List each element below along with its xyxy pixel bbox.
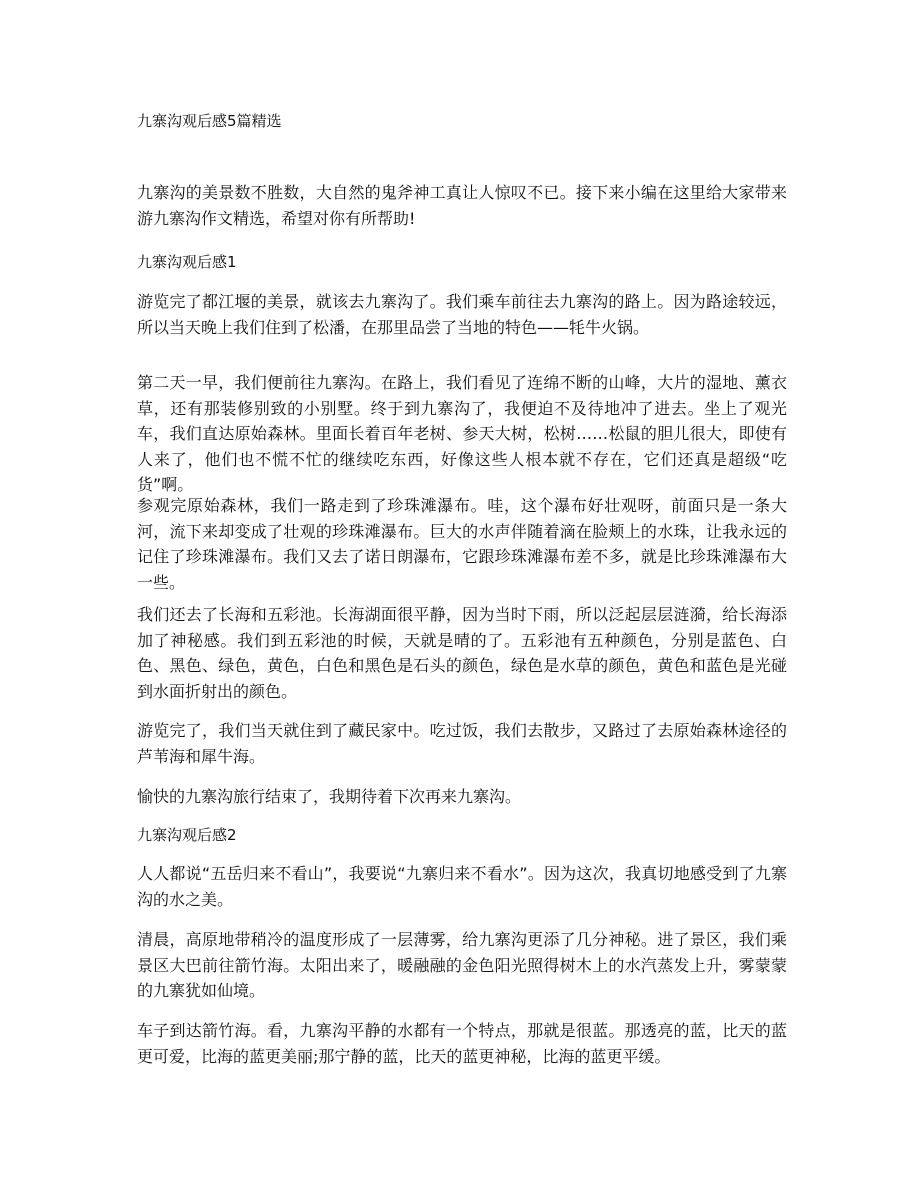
section-1-paragraph-6: 愉快的九寨沟旅行结束了，我期待着下次再来九寨沟。	[137, 787, 522, 806]
section-1-paragraph-1: 游览完了都江堰的美景，就该去九寨沟了。我们乘车前往去九寨沟的路上。因为路途较远，所以当天晚上我们住到了松潘，在那里品尝了当地的特色——牦牛火锅。	[137, 292, 787, 337]
intro-paragraph: 九寨沟的美景数不胜数，大自然的鬼斧神工真让人惊叹不已。接下来小编在这里给大家带来游九寨沟作文精选，希望对你有所帮助!	[137, 183, 787, 228]
document-title: 九寨沟观后感5篇精选	[137, 112, 282, 130]
section-2-paragraph-2: 清晨，高原地带稍冷的温度形成了一层薄雾，给九寨沟更添了几分神秘。进了景区，我们乘景区大巴前往箭竹海。太阳出来了，暖融融的金色阳光照得树木上的水汽蒸发上升，雾蒙蒙的九寨犹如仙境。	[137, 930, 787, 1000]
section-2-paragraph-1: 人人都说“五岳归来不看山”，我要说“九寨归来不看水”。因为这次，我真切地感受到了九寨沟的水之美。	[137, 864, 787, 909]
section-2-paragraph-3: 车子到达箭竹海。看，九寨沟平静的水都有一个特点，那就是很蓝。那透亮的蓝，比天的蓝更可爱，比海的蓝更美丽;那宁静的蓝，比天的蓝更神秘，比海的蓝更平缓。	[137, 1021, 787, 1066]
section-1-paragraph-3: 参观完原始森林，我们一路走到了珍珠滩瀑布。哇，这个瀑布好壮观呀，前面只是一条大河，流下来却变成了壮观的珍珠滩瀑布。巨大的水声伴随着滴在脸颊上的水珠，让我永远的记住了珍珠滩瀑布。我们又去了诺日朗瀑布，它跟珍珠滩瀑布差不多，就是比珍珠滩瀑布大一些。	[137, 496, 787, 592]
section-heading-2: 九寨沟观后感2	[137, 826, 237, 844]
section-1-paragraph-2: 第二天一早，我们便前往九寨沟。在路上，我们看见了连绵不断的山峰，大片的湿地、薰衣草，还有那装修别致的小别墅。终于到九寨沟了，我便迫不及待地冲了进去。坐上了观光车，我们直达原始森林。里面长着百年老树、参天大树，松树……松鼠的胆儿很大，即使有人来了，他们也不慌不忙的继续吃东西，好像这些人根本就不存在，它们还真是超级“吃货”啊。	[137, 373, 787, 494]
section-heading-1: 九寨沟观后感1	[137, 253, 237, 271]
section-1-paragraph-4: 我们还去了长海和五彩池。长海湖面很平静，因为当时下雨，所以泛起层层涟漪，给长海添加了神秘感。我们到五彩池的时候，天就是晴的了。五彩池有五种颜色，分别是蓝色、白色、黑色、绿色，黄色，白色和黑色是石头的颜色，绿色是水草的颜色，黄色和蓝色是光碰到水面折射出的颜色。	[137, 605, 787, 701]
section-1-paragraph-5: 游览完了，我们当天就住到了藏民家中。吃过饭，我们去散步，又路过了去原始森林途径的芦苇海和犀牛海。	[137, 721, 787, 766]
